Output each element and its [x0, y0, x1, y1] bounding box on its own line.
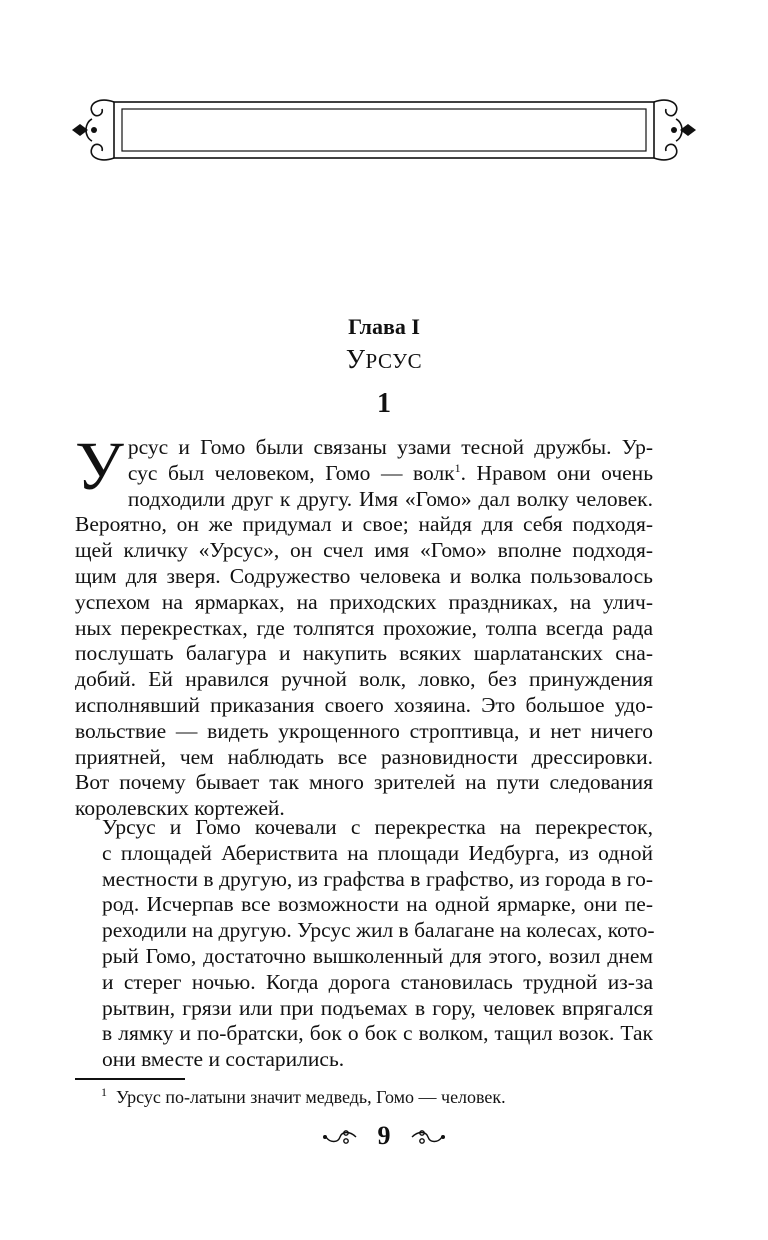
page-number: 9: [377, 1121, 391, 1150]
text-line: послушать балагура и накупить всяких шарлатанских сна-: [75, 641, 653, 666]
page-number-right-ornament-icon: [410, 1129, 446, 1145]
text-line: и стерег ночью. Когда дорога становилась трудной из-за: [102, 969, 653, 994]
text-line: реходили на другую. Урсус жил в балагане на колесах, кото-: [102, 918, 655, 943]
text-line: добий. Ей нравился ручной волк, ловко, без принуждения: [75, 667, 653, 692]
paragraph-2: [75, 815, 653, 1073]
text-line: Вероятно, он же придумал и свое; найдя для себя подходя-: [75, 512, 653, 537]
footnote-text: Урсус по-латыни значит медведь, Гомо — человек.: [116, 1087, 506, 1107]
chapter-title: [0, 344, 768, 375]
text-line: щим для зверя. Содружество человека и волка пользовалось: [75, 563, 653, 588]
text-line: рытвин, грязи или при подъемах в гору, человек впрягался: [102, 995, 653, 1020]
paragraph-1: [75, 428, 653, 822]
text-line: вольствие — видеть укрощенного строптивца, и нет ничего: [75, 718, 653, 743]
text-line: [75, 461, 653, 487]
text-line: Вот почему бывает так много зрителей на пути следования: [75, 770, 653, 795]
text-line: королевских кортежей.: [75, 796, 285, 821]
section-number: 1: [377, 388, 391, 419]
drop-cap: У: [75, 428, 124, 504]
text-line: Урсус и Гомо кочевали с перекрестка на перекресток,: [102, 815, 653, 839]
text-line: род. Исчерпав все возможности на одной ярмарке, они пе-: [102, 892, 653, 917]
text-line: рсус и Гомо были связаны узами тесной дружбы. Ур-: [127, 435, 653, 459]
text-line: исполнявший приказания своего хозяина. Это большое удо-: [75, 692, 653, 717]
text-line-head: сус был человеком, Гомо — волк: [127, 460, 455, 485]
text-line: щей кличку «Урсус», он счел имя «Гомо» вполне подходя-: [75, 538, 653, 563]
text-line: местности в другую, из графства в графство, из города в го-: [102, 866, 653, 891]
header-ornamental-frame: [70, 95, 698, 165]
footnote-marker: 1: [101, 1085, 107, 1099]
footnote: [101, 1087, 506, 1108]
chapter-title-rest: РСУС: [365, 349, 423, 373]
chapter-title-initial: У: [345, 344, 366, 374]
footnote-ref: 1: [454, 460, 461, 475]
chapter-label: Глава I: [348, 314, 420, 339]
text-line: успехом на ярмарках, на приходских праздниках, на улич-: [75, 589, 653, 614]
text-line: подходили друг к другу. Имя «Гомо» дал волку человек.: [127, 486, 653, 511]
text-line: в лямку и по-братски, бок о бок с волком, тащил возок. Так: [102, 1021, 653, 1046]
text-line: рый Гомо, достаточно вышколенный для этого, возил днем: [102, 943, 653, 968]
text-line: ных перекрестках, где толпятся прохожие, толпа всегда рада: [75, 615, 653, 640]
text-line: они вместе и состарились.: [102, 1047, 345, 1072]
text-line: с площадей Абериствита на площади Иедбурга, из одной: [102, 840, 653, 865]
text-line: приятней, чем наблюдать все разновидности дрессировки.: [75, 744, 653, 769]
footnote-divider: [75, 1078, 185, 1080]
text-line-tail: . Нравом они очень: [460, 460, 653, 485]
